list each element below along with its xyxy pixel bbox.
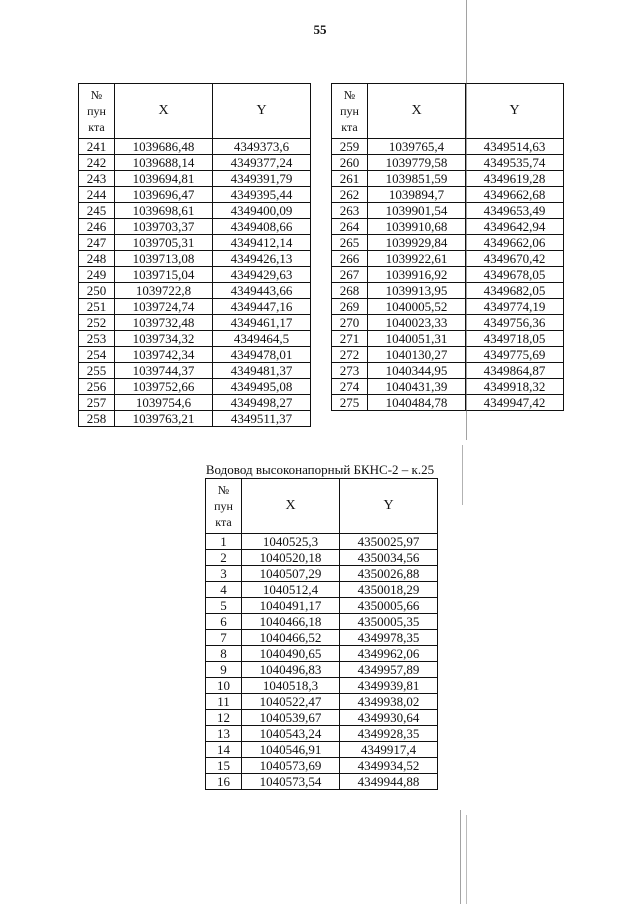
point-number-cell: 269 — [332, 299, 368, 315]
y-coordinate-cell: 4349429,63 — [213, 267, 311, 283]
point-number-cell: 12 — [206, 710, 242, 726]
x-coordinate-cell: 1040005,52 — [368, 299, 466, 315]
x-coordinate-cell: 1039703,37 — [115, 219, 213, 235]
x-coordinate-cell: 1039694,81 — [115, 171, 213, 187]
table-row — [332, 139, 564, 155]
point-number-cell: 241 — [79, 139, 115, 155]
y-coordinate-cell: 4349917,4 — [340, 742, 438, 758]
point-number-cell: 8 — [206, 646, 242, 662]
scan-line — [466, 0, 467, 440]
y-coordinate-cell: 4349447,16 — [213, 299, 311, 315]
point-number-cell: 3 — [206, 566, 242, 582]
point-number-cell: 250 — [79, 283, 115, 299]
point-number-cell: 271 — [332, 331, 368, 347]
point-number-cell: 256 — [79, 379, 115, 395]
y-coordinate-cell: 4349495,08 — [213, 379, 311, 395]
point-number-cell: 11 — [206, 694, 242, 710]
y-coordinate-cell: 4349653,49 — [466, 203, 564, 219]
point-number-cell: 244 — [79, 187, 115, 203]
x-coordinate-cell: 1039922,61 — [368, 251, 466, 267]
header-point-number — [206, 479, 242, 534]
table-row — [79, 235, 311, 251]
table-row — [79, 347, 311, 363]
x-coordinate-cell: 1040520,18 — [242, 550, 340, 566]
point-number-cell: 262 — [332, 187, 368, 203]
y-coordinate-cell: 4349947,42 — [466, 395, 564, 411]
x-coordinate-cell: 1039722,8 — [115, 283, 213, 299]
x-coordinate-cell: 1040051,31 — [368, 331, 466, 347]
point-number-cell: 261 — [332, 171, 368, 187]
table-row — [79, 219, 311, 235]
point-number-cell: 274 — [332, 379, 368, 395]
table-row — [79, 395, 311, 411]
point-number-cell: 14 — [206, 742, 242, 758]
y-coordinate-cell: 4350005,66 — [340, 598, 438, 614]
point-number-cell: 16 — [206, 774, 242, 790]
header-point-number — [332, 84, 368, 139]
point-number-cell: 259 — [332, 139, 368, 155]
scan-line — [466, 815, 467, 904]
table-header-row — [332, 84, 564, 139]
x-coordinate-cell: 1039713,08 — [115, 251, 213, 267]
x-coordinate-cell: 1040496,83 — [242, 662, 340, 678]
x-coordinate-cell: 1040490,65 — [242, 646, 340, 662]
table-row — [206, 550, 438, 566]
table-row — [332, 363, 564, 379]
y-coordinate-cell: 4349642,94 — [466, 219, 564, 235]
y-coordinate-cell: 4349498,27 — [213, 395, 311, 411]
table-row — [79, 379, 311, 395]
header-y: Y — [466, 84, 564, 139]
y-coordinate-cell: 4349775,69 — [466, 347, 564, 363]
y-coordinate-cell: 4350018,29 — [340, 582, 438, 598]
point-number-cell: 7 — [206, 630, 242, 646]
point-number-cell: 5 — [206, 598, 242, 614]
x-coordinate-cell: 1039734,32 — [115, 331, 213, 347]
y-coordinate-cell: 4349774,19 — [466, 299, 564, 315]
scan-line — [460, 810, 461, 904]
point-number-cell: 15 — [206, 758, 242, 774]
point-number-cell: 243 — [79, 171, 115, 187]
table-row — [206, 646, 438, 662]
x-coordinate-cell: 1040023,33 — [368, 315, 466, 331]
x-coordinate-cell: 1040344,95 — [368, 363, 466, 379]
point-number-cell: 255 — [79, 363, 115, 379]
table-row — [79, 171, 311, 187]
y-coordinate-cell: 4349944,88 — [340, 774, 438, 790]
y-coordinate-cell: 4349662,68 — [466, 187, 564, 203]
y-coordinate-cell: 4349670,42 — [466, 251, 564, 267]
x-coordinate-cell: 1040518,3 — [242, 678, 340, 694]
y-coordinate-cell: 4349377,24 — [213, 155, 311, 171]
table-row — [332, 267, 564, 283]
header-num-line: № — [343, 87, 356, 102]
x-coordinate-cell: 1039686,48 — [115, 139, 213, 155]
x-coordinate-cell: 1039744,37 — [115, 363, 213, 379]
header-num-line: пун — [87, 103, 106, 118]
point-number-cell: 246 — [79, 219, 115, 235]
table-row — [332, 283, 564, 299]
page-number: 55 — [313, 22, 327, 37]
point-number-cell: 247 — [79, 235, 115, 251]
table-row — [332, 251, 564, 267]
table-row — [206, 678, 438, 694]
y-coordinate-cell: 4349662,06 — [466, 235, 564, 251]
point-number-cell: 13 — [206, 726, 242, 742]
table-row — [332, 155, 564, 171]
table-header-row — [206, 479, 438, 534]
point-number-cell: 253 — [79, 331, 115, 347]
coordinates-table-bottom — [205, 478, 438, 790]
table-row — [79, 139, 311, 155]
point-number-cell: 242 — [79, 155, 115, 171]
y-coordinate-cell: 4349408,66 — [213, 219, 311, 235]
header-num-line: № — [90, 87, 103, 102]
table-row — [206, 694, 438, 710]
y-coordinate-cell: 4349918,32 — [466, 379, 564, 395]
point-number-cell: 275 — [332, 395, 368, 411]
header-num-line: кта — [215, 515, 232, 530]
point-number-cell: 265 — [332, 235, 368, 251]
y-coordinate-cell: 4350034,56 — [340, 550, 438, 566]
point-number-cell: 6 — [206, 614, 242, 630]
table-row — [206, 710, 438, 726]
table-row — [332, 203, 564, 219]
x-coordinate-cell: 1039698,61 — [115, 203, 213, 219]
header-y: Y — [213, 84, 311, 139]
x-coordinate-cell: 1039913,95 — [368, 283, 466, 299]
table-row — [79, 187, 311, 203]
table-row — [79, 363, 311, 379]
y-coordinate-cell: 4349682,05 — [466, 283, 564, 299]
coordinates-table-left — [78, 83, 311, 427]
table-row — [332, 171, 564, 187]
x-coordinate-cell: 1040466,18 — [242, 614, 340, 630]
point-number-cell: 258 — [79, 411, 115, 427]
section-title: Водовод высоконапорный БКНС-2 – к.25 — [205, 462, 435, 477]
x-coordinate-cell: 1039742,34 — [115, 347, 213, 363]
coordinates-table-right — [331, 83, 564, 411]
y-coordinate-cell: 4349619,28 — [466, 171, 564, 187]
header-x: X — [115, 84, 213, 139]
x-coordinate-cell: 1039724,74 — [115, 299, 213, 315]
table-row — [206, 630, 438, 646]
table-row — [332, 235, 564, 251]
table-row — [79, 203, 311, 219]
point-number-cell: 272 — [332, 347, 368, 363]
table-row — [79, 315, 311, 331]
header-num-line: кта — [88, 120, 105, 135]
x-coordinate-cell: 1039732,48 — [115, 315, 213, 331]
point-number-cell: 263 — [332, 203, 368, 219]
table-row — [332, 219, 564, 235]
header-num-line: пун — [340, 103, 359, 118]
y-coordinate-cell: 4349957,89 — [340, 662, 438, 678]
table-row — [206, 662, 438, 678]
x-coordinate-cell: 1040546,91 — [242, 742, 340, 758]
x-coordinate-cell: 1039910,68 — [368, 219, 466, 235]
y-coordinate-cell: 4349928,35 — [340, 726, 438, 742]
point-number-cell: 1 — [206, 534, 242, 550]
table-row — [332, 299, 564, 315]
y-coordinate-cell: 4349978,35 — [340, 630, 438, 646]
point-number-cell: 266 — [332, 251, 368, 267]
table-row — [79, 411, 311, 427]
point-number-cell: 2 — [206, 550, 242, 566]
x-coordinate-cell: 1039916,92 — [368, 267, 466, 283]
table-row — [332, 315, 564, 331]
point-number-cell: 10 — [206, 678, 242, 694]
point-number-cell: 254 — [79, 347, 115, 363]
table-row — [79, 251, 311, 267]
header-num-line: № — [217, 482, 230, 497]
point-number-cell: 257 — [79, 395, 115, 411]
point-number-cell: 251 — [79, 299, 115, 315]
y-coordinate-cell: 4349864,87 — [466, 363, 564, 379]
x-coordinate-cell: 1040573,69 — [242, 758, 340, 774]
x-coordinate-cell: 1040491,17 — [242, 598, 340, 614]
y-coordinate-cell: 4349511,37 — [213, 411, 311, 427]
table-row — [206, 614, 438, 630]
point-number-cell: 267 — [332, 267, 368, 283]
table-row — [206, 774, 438, 790]
x-coordinate-cell: 1039765,4 — [368, 139, 466, 155]
y-coordinate-cell: 4349718,05 — [466, 331, 564, 347]
table-row — [206, 566, 438, 582]
x-coordinate-cell: 1039752,66 — [115, 379, 213, 395]
y-coordinate-cell: 4349678,05 — [466, 267, 564, 283]
y-coordinate-cell: 4349478,01 — [213, 347, 311, 363]
x-coordinate-cell: 1040573,54 — [242, 774, 340, 790]
y-coordinate-cell: 4349400,09 — [213, 203, 311, 219]
table-row — [332, 331, 564, 347]
y-coordinate-cell: 4349395,44 — [213, 187, 311, 203]
y-coordinate-cell: 4350026,88 — [340, 566, 438, 582]
x-coordinate-cell: 1039929,84 — [368, 235, 466, 251]
x-coordinate-cell: 1039901,54 — [368, 203, 466, 219]
x-coordinate-cell: 1039715,04 — [115, 267, 213, 283]
x-coordinate-cell: 1040543,24 — [242, 726, 340, 742]
x-coordinate-cell: 1039851,59 — [368, 171, 466, 187]
table-row — [206, 726, 438, 742]
point-number-cell: 245 — [79, 203, 115, 219]
x-coordinate-cell: 1039763,21 — [115, 411, 213, 427]
header-num-line: пун — [214, 498, 233, 513]
x-coordinate-cell: 1039696,47 — [115, 187, 213, 203]
y-coordinate-cell: 4349426,13 — [213, 251, 311, 267]
y-coordinate-cell: 4349962,06 — [340, 646, 438, 662]
y-coordinate-cell: 4349373,6 — [213, 139, 311, 155]
y-coordinate-cell: 4349461,17 — [213, 315, 311, 331]
y-coordinate-cell: 4349930,64 — [340, 710, 438, 726]
table-row — [332, 395, 564, 411]
y-coordinate-cell: 4349391,79 — [213, 171, 311, 187]
y-coordinate-cell: 4349934,52 — [340, 758, 438, 774]
table-row — [206, 758, 438, 774]
point-number-cell: 249 — [79, 267, 115, 283]
table-row — [206, 582, 438, 598]
x-coordinate-cell: 1040466,52 — [242, 630, 340, 646]
table-row — [79, 283, 311, 299]
x-coordinate-cell: 1039754,6 — [115, 395, 213, 411]
y-coordinate-cell: 4349535,74 — [466, 155, 564, 171]
x-coordinate-cell: 1039705,31 — [115, 235, 213, 251]
table-row — [79, 331, 311, 347]
x-coordinate-cell: 1040507,29 — [242, 566, 340, 582]
point-number-cell: 248 — [79, 251, 115, 267]
y-coordinate-cell: 4350025,97 — [340, 534, 438, 550]
y-coordinate-cell: 4349756,36 — [466, 315, 564, 331]
point-number-cell: 252 — [79, 315, 115, 331]
point-number-cell: 268 — [332, 283, 368, 299]
x-coordinate-cell: 1040130,27 — [368, 347, 466, 363]
table-row — [206, 598, 438, 614]
header-x: X — [242, 479, 340, 534]
point-number-cell: 264 — [332, 219, 368, 235]
table-row — [79, 155, 311, 171]
point-number-cell: 270 — [332, 315, 368, 331]
table-row — [79, 299, 311, 315]
y-coordinate-cell: 4349443,66 — [213, 283, 311, 299]
y-coordinate-cell: 4349514,63 — [466, 139, 564, 155]
x-coordinate-cell: 1040522,47 — [242, 694, 340, 710]
y-coordinate-cell: 4349412,14 — [213, 235, 311, 251]
scan-line — [462, 445, 463, 505]
x-coordinate-cell: 1040484,78 — [368, 395, 466, 411]
header-num-line: кта — [341, 120, 358, 135]
table-header-row — [79, 84, 311, 139]
x-coordinate-cell: 1039779,58 — [368, 155, 466, 171]
point-number-cell: 260 — [332, 155, 368, 171]
point-number-cell: 273 — [332, 363, 368, 379]
x-coordinate-cell: 1040539,67 — [242, 710, 340, 726]
y-coordinate-cell: 4350005,35 — [340, 614, 438, 630]
table-row — [206, 742, 438, 758]
table-row — [79, 267, 311, 283]
x-coordinate-cell: 1039894,7 — [368, 187, 466, 203]
y-coordinate-cell: 4349938,02 — [340, 694, 438, 710]
x-coordinate-cell: 1040431,39 — [368, 379, 466, 395]
header-point-number — [79, 84, 115, 139]
x-coordinate-cell: 1040512,4 — [242, 582, 340, 598]
header-x: X — [368, 84, 466, 139]
table-row — [332, 187, 564, 203]
y-coordinate-cell: 4349481,37 — [213, 363, 311, 379]
point-number-cell: 4 — [206, 582, 242, 598]
table-row — [332, 379, 564, 395]
y-coordinate-cell: 4349939,81 — [340, 678, 438, 694]
header-y: Y — [340, 479, 438, 534]
x-coordinate-cell: 1040525,3 — [242, 534, 340, 550]
x-coordinate-cell: 1039688,14 — [115, 155, 213, 171]
point-number-cell: 9 — [206, 662, 242, 678]
y-coordinate-cell: 4349464,5 — [213, 331, 311, 347]
table-row — [332, 347, 564, 363]
table-row — [206, 534, 438, 550]
